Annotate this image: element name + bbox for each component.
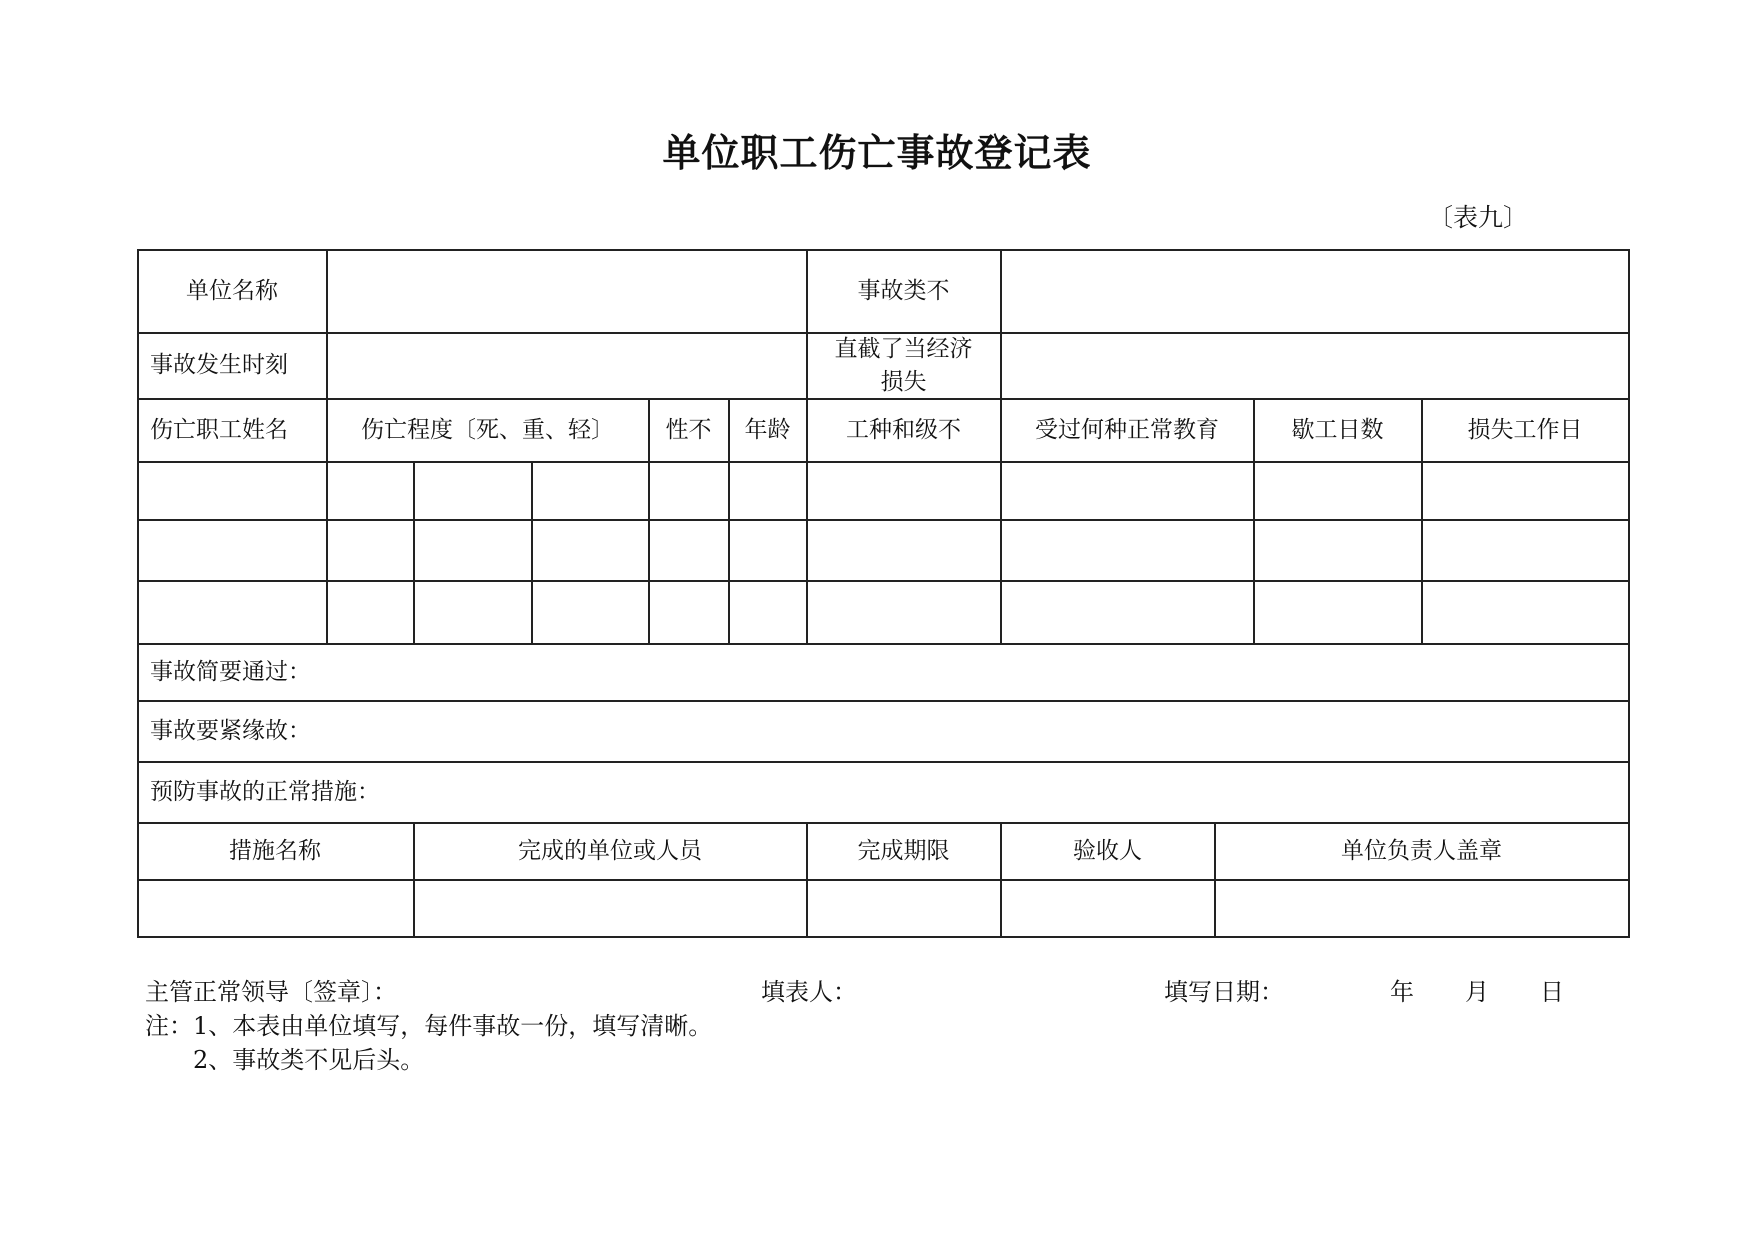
grid-line (137, 580, 1630, 582)
accident-time-label: 事故发生时刻 (150, 352, 288, 378)
accident-cause-label: 事故要紧缘故： (150, 717, 311, 744)
accident-type-field[interactable] (1001, 249, 1628, 333)
table-number: 〔表九〕 (1428, 203, 1529, 232)
inspector-header: 验收人 (1073, 837, 1142, 864)
grid-line (137, 461, 1630, 463)
direct-economic-loss-label-line2: 损失 (880, 368, 927, 395)
note-1: 注：1、本表由单位填写，每件事故一份，填写清晰。 (145, 1012, 713, 1040)
grid-line (137, 936, 1630, 938)
direct-economic-loss-field[interactable] (1001, 333, 1628, 398)
direct-economic-loss-label-line1: 直截了当经济 (834, 335, 973, 362)
fill-date-label: 填写日期： (1164, 978, 1284, 1006)
accident-process-label: 事故简要通过： (150, 658, 311, 685)
deadline-header: 完成期限 (857, 837, 950, 864)
responsible-party-header: 完成的单位或人员 (518, 837, 702, 864)
grid-line (137, 879, 1630, 881)
date-day: 日 (1540, 978, 1564, 1006)
measure-name-header: 措施名称 (229, 837, 321, 864)
filler-label: 填表人： (761, 978, 857, 1006)
age-header: 年龄 (744, 416, 791, 443)
injury-severity-header: 伤亡程度〔死、重、轻〕 (361, 416, 614, 443)
accident-time-field[interactable] (327, 333, 806, 398)
note-2: 2、事故类不见后头。 (193, 1046, 425, 1074)
unit-head-seal-header: 单位负责人盖章 (1341, 837, 1502, 864)
job-grade-header: 工种和级不 (846, 416, 961, 443)
supervisor-signature-label: 主管正常领导〔签章〕： (145, 978, 397, 1006)
days-off-header: 歇工日数 (1291, 416, 1384, 443)
date-year: 年 (1390, 978, 1414, 1006)
accident-registration-table (137, 249, 1630, 937)
accident-type-label: 事故类不 (857, 277, 950, 304)
grid-line (531, 461, 533, 643)
unit-name-label: 单位名称 (186, 277, 278, 304)
date-month: 月 (1465, 978, 1489, 1006)
lost-workdays-header: 损失工作日 (1467, 416, 1583, 443)
grid-line (413, 461, 415, 643)
casualty-name-header: 伤亡职工姓名 (150, 416, 288, 443)
direct-economic-loss-label (807, 333, 1000, 398)
grid-line (1628, 249, 1630, 937)
grid-line (137, 519, 1630, 521)
form-title: 单位职工伤亡事故登记表 (662, 131, 1092, 175)
gender-header: 性不 (665, 416, 712, 443)
prevention-measures-label: 预防事故的正常措施： (150, 778, 380, 805)
education-header: 受过何种正常教育 (1035, 416, 1219, 443)
unit-name-field[interactable] (327, 249, 806, 333)
